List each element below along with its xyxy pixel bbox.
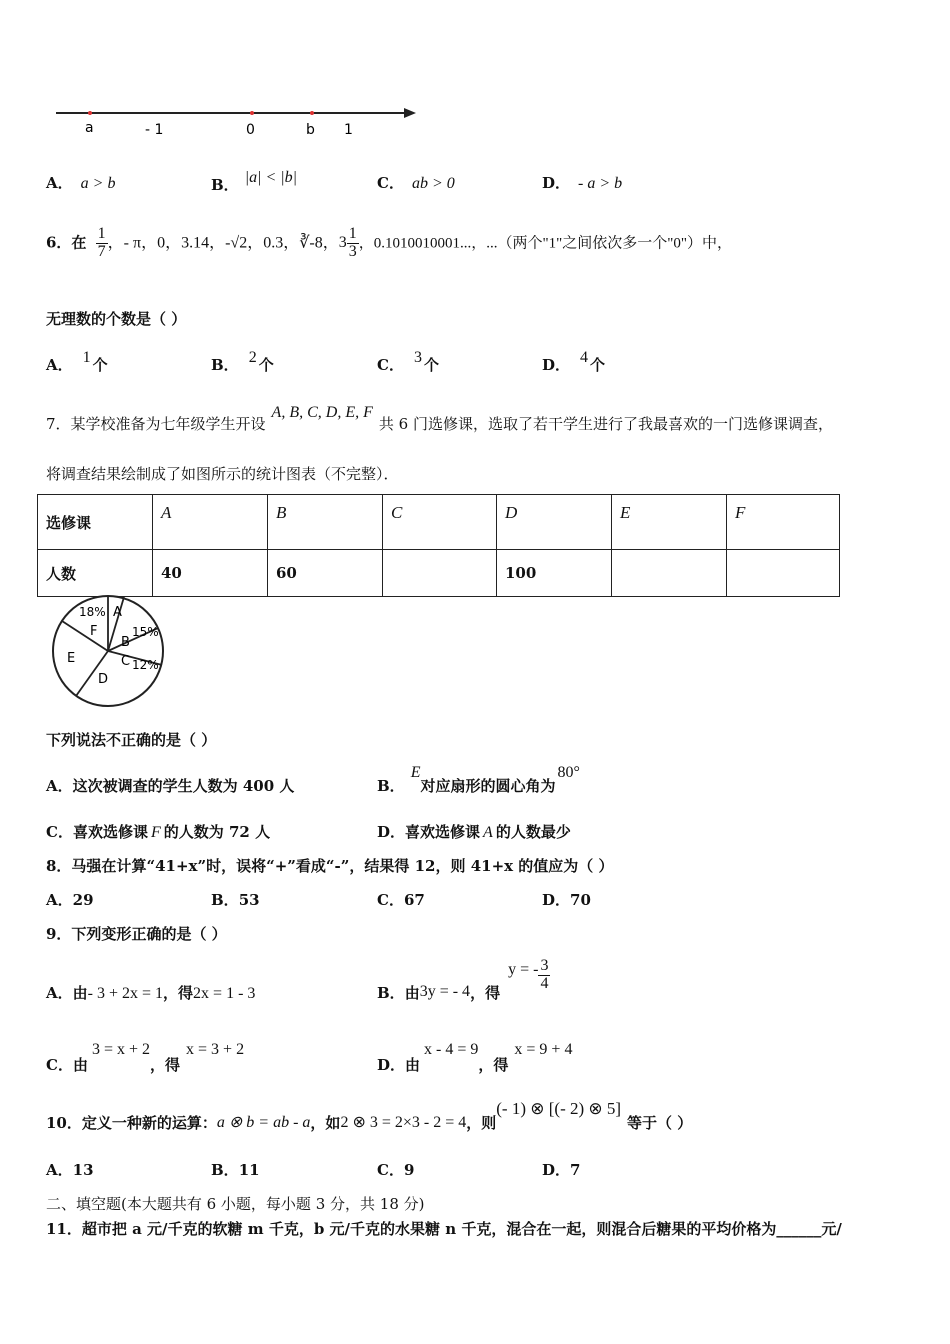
- q6-option-c[interactable]: C． 3 个: [377, 349, 439, 374]
- q10-option-d[interactable]: D．7: [542, 1161, 581, 1179]
- table-cell: [612, 550, 727, 597]
- number-line: [50, 100, 430, 145]
- q8-stem: 8．马强在计算“41+x”时，误将“+”看成“-”，结果得 12，则 41+x 的值应为（ ）: [46, 857, 614, 875]
- pie-label-a: A: [113, 605, 122, 620]
- q10-option-a[interactable]: A．13: [46, 1161, 94, 1179]
- q7-option-c[interactable]: C．喜欢选修课 F 的人数为 72 人: [46, 823, 271, 841]
- q6-stem: 6．在 $\frac{1}{7}$ ，- π，0，3.14，-√2，0.3，∛-8，3 $\frac{1}{3}$ ，0.1010010001...，...（两个"1"之间依次多一个"0"）中，: [46, 225, 732, 260]
- table-cell: [383, 550, 497, 597]
- q5-option-a[interactable]: A． a > b: [46, 174, 116, 192]
- pie-divider: [62, 621, 108, 651]
- q6-option-d[interactable]: D． 4 个: [542, 349, 606, 374]
- q11-stem: 11．超市把 a 元/千克的软糖 m 千克，b 元/千克的水果糖 n 千克，混合在一起，则混合后糖果的平均价格为______元/: [46, 1220, 842, 1238]
- q6-fraction: $\frac{1}{7}$: [97, 225, 106, 260]
- pie-label-d: D: [98, 672, 109, 687]
- q7-option-a[interactable]: A．这次被调查的学生人数为 400 人: [46, 777, 295, 795]
- table-header-course: 选修课: [38, 495, 153, 550]
- q9-option-d[interactable]: D．由x - 4 = 9，得x = 9 + 4: [377, 1041, 573, 1074]
- table-header-count: 人数: [38, 550, 153, 597]
- q8-option-d[interactable]: D．70: [542, 891, 591, 909]
- q9-option-b[interactable]: B．由3y = - 4，得y = - $\frac{3}{4}$: [377, 957, 549, 1002]
- table-cell: A: [153, 495, 268, 550]
- q8-option-b[interactable]: B．53: [211, 891, 260, 909]
- q5-option-b[interactable]: B． |a| < |b|: [211, 169, 298, 194]
- point-0: [250, 111, 254, 115]
- pie-pct-b: 15%: [132, 625, 159, 639]
- q10-stem: 10．定义一种新的运算：a ⊗ b = ab - a，如2 ⊗ 3 = 2×3 - 2 = 4，则(- 1) ⊗ [(- 2) ⊗ 5]等于（ ）: [46, 1099, 693, 1132]
- table-cell: E: [612, 495, 727, 550]
- table-cell: D: [497, 495, 612, 550]
- label-neg1: - 1: [145, 122, 164, 138]
- pie-label-e: E: [67, 651, 76, 666]
- pie-pct-f: 18%: [79, 605, 106, 619]
- q8-option-a[interactable]: A．29: [46, 891, 94, 909]
- number-line-arrow: [404, 108, 416, 118]
- point-a: [88, 111, 92, 115]
- point-b: [310, 111, 314, 115]
- table-row-courses: [38, 495, 840, 550]
- label-a: a: [85, 120, 94, 136]
- pie-label-c: C: [121, 654, 131, 669]
- pie-chart: [46, 592, 171, 710]
- section-title: 二、填空题(本大题共有 6 小题，每小题 3 分，共 18 分): [46, 1195, 425, 1213]
- pie-pct-c: 12%: [132, 658, 159, 672]
- q6-option-b[interactable]: B． 2 个: [211, 349, 274, 374]
- q7-option-d[interactable]: D．喜欢选修课 A 的人数最少: [377, 823, 571, 841]
- q7-option-b[interactable]: B．E对应扇形的圆心角为80°: [377, 764, 580, 795]
- table-cell: [727, 550, 840, 597]
- table-cell: C: [383, 495, 497, 550]
- q5-option-d[interactable]: D． - a > b: [542, 174, 623, 192]
- q5-option-c[interactable]: C． ab > 0: [377, 174, 455, 192]
- label-b: b: [306, 122, 315, 138]
- label-0: 0: [246, 122, 255, 138]
- table-cell: B: [268, 495, 383, 550]
- q8-option-c[interactable]: C．67: [377, 891, 425, 909]
- q6-line2: 无理数的个数是（ ）: [46, 310, 187, 328]
- q6-mixed-number: 3 $\frac{1}{3}$: [338, 225, 357, 260]
- q9-option-c[interactable]: C．由3 = x + 2，得x = 3 + 2: [46, 1041, 245, 1074]
- survey-table: [37, 494, 840, 597]
- table-cell: 100: [497, 550, 612, 597]
- q10-option-c[interactable]: C．9: [377, 1161, 415, 1179]
- table-cell: 40: [153, 550, 268, 597]
- table-cell: 60: [268, 550, 383, 597]
- label-1: 1: [344, 122, 353, 138]
- q7-question: 下列说法不正确的是（ ）: [46, 731, 217, 749]
- pie-label-f: F: [90, 624, 98, 639]
- q7-stem: 7．某学校准备为七年级学生开设A, B, C, D, E, F共 6 门选修课，选取了若干学生进行了我最喜欢的一门选修课调查，: [46, 404, 833, 433]
- q7-line2: 将调查结果绘制成了如图所示的统计图表（不完整）．: [46, 465, 399, 483]
- table-cell: F: [727, 495, 840, 550]
- q9-option-a[interactable]: A．由- 3 + 2x = 1，得2x = 1 - 3: [46, 984, 256, 1002]
- pie-label-b: B: [121, 635, 130, 650]
- q6-option-a[interactable]: A． 1 个: [46, 349, 108, 374]
- q9-stem: 9．下列变形正确的是（ ）: [46, 925, 227, 943]
- table-row-counts: [38, 550, 840, 597]
- q10-option-b[interactable]: B．11: [211, 1161, 260, 1179]
